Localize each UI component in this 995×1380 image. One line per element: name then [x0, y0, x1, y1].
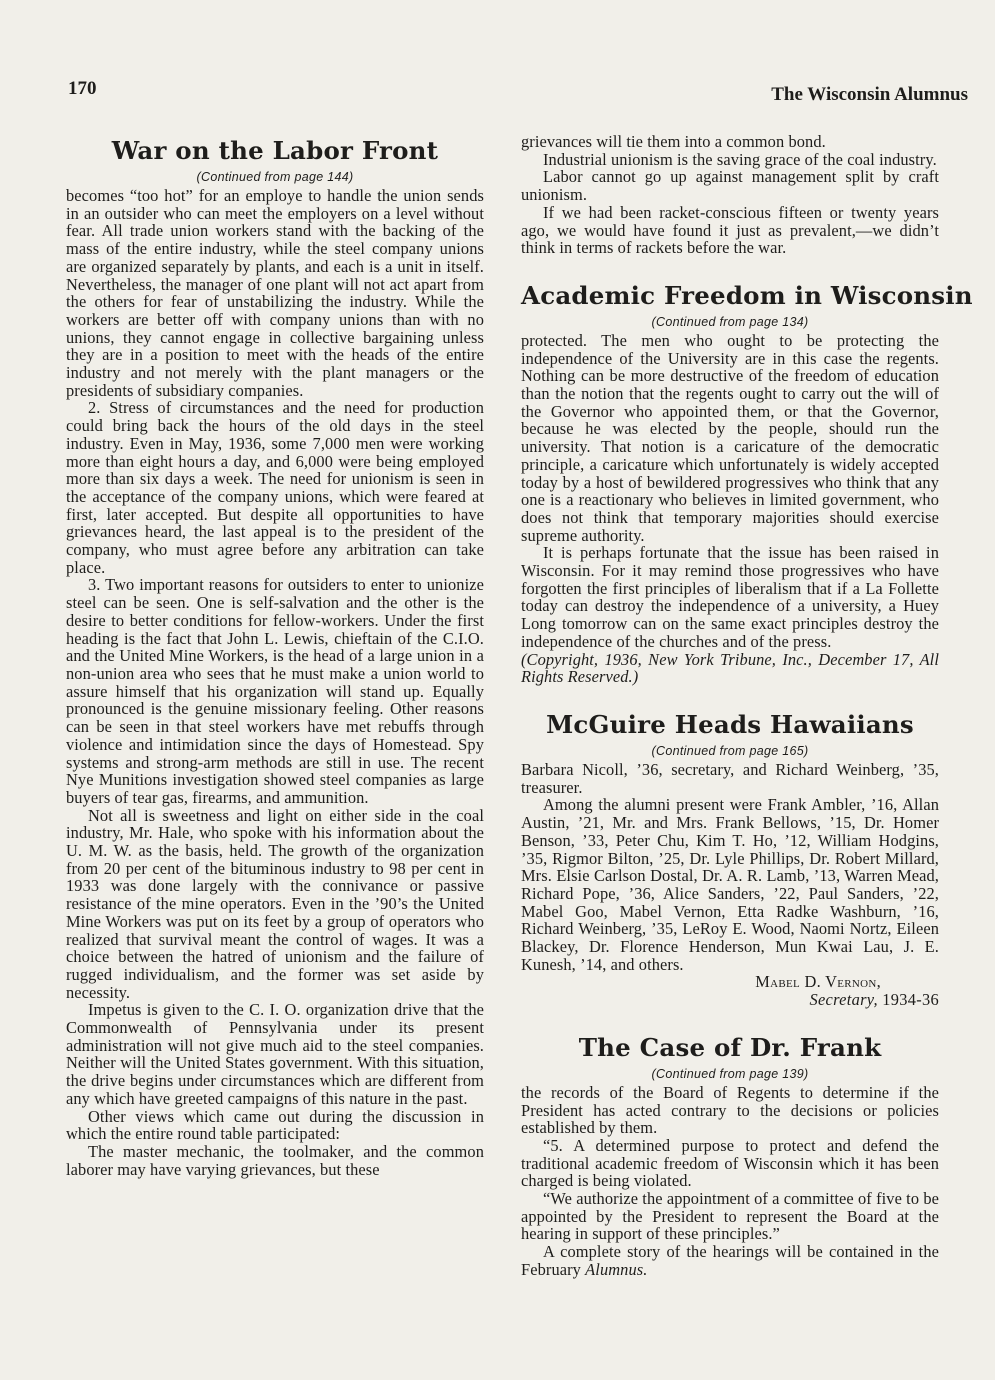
paragraph: Other views which came out during the discussion in which the entire round table participated: — [66, 1106, 484, 1144]
article-heading: McGuire Heads Hawaiians — [546, 709, 914, 739]
closing-paragraph — [521, 1243, 939, 1278]
article-heading: War on the Labor Front — [111, 136, 439, 165]
paragraph: Barbara Nicoll, ’36, secretary, and Richard Weinberg, ’35, treasurer. — [521, 759, 939, 797]
article-case-of-dr-frank — [521, 1031, 939, 1279]
labor-front-continuation — [521, 133, 939, 257]
page-number: 170 — [68, 78, 97, 99]
article-mcguire-hawaiians — [521, 708, 939, 1009]
paragraph: Not all is sweetness and light on either side in the coal industry, Mr. Hale, who spoke with his information about the U. M. W. as the basis, held. The growth of the organization from 20 per cent of the bituminous industry to 98 per cent in 1933 was done largely with the connivance or passive resistance of the mine operators. Even in the ’90’s the United Mine Workers was put on its feet by a group of operators who realized that survival meant the control of wages. It was a choice between the hatred of unionism and the failure of rugged individualism, and the former was set aside by necessity. — [66, 805, 484, 1002]
continued-note: (Continued from page 165) — [651, 743, 809, 758]
paragraph: If we had been racket-conscious fifteen or twenty years ago, we would have found it just as prevalent,—we didn’t think in terms of rackets before the war. — [521, 202, 939, 258]
continued-note: (Continued from page 139) — [651, 1066, 809, 1081]
article-academic-freedom — [521, 279, 973, 687]
right-column — [521, 132, 973, 1279]
running-head: The Wisconsin Alumnus — [771, 84, 968, 105]
paragraph: Labor cannot go up against management split by craft unionism. — [521, 167, 939, 205]
paragraph: Industrial unionism is the saving grace of the coal industry. — [543, 149, 937, 169]
signature-name: Mabel D. Vernon, — [755, 972, 881, 992]
paragraph: It is perhaps fortunate that the issue has been raised in Wisconsin. For it may remind those progressives who have forgotten the first principles of liberalism that if a La Follette today can destroy the independence of a university, a Huey Long tomorrow can on the same exact principles destroy the independence of the churches and of the press. — [521, 543, 939, 651]
paragraph: grievances will tie them into a common bond. — [521, 132, 826, 151]
paragraph: “We authorize the appointment of a committee of five to be appointed by the President to represent the Board at the hearing in support of these principles.” — [521, 1189, 939, 1244]
article-labor-front — [66, 134, 484, 1178]
closing-italic: Alumnus. — [585, 1259, 648, 1279]
paragraph: the records of the Board of Regents to determine if the President has acted contrary to the decisions or policies established by them. — [521, 1082, 939, 1138]
paragraph: protected. The men who ought to be protecting the independence of the University are in this case the regents. Nothing can be more destructive of the freedom of education than the notion that the regents ought to carry out the will of the Governor who appointed them, or that the Governor, because he was elected by the people, should run the university. That notion is a caricature of the democratic principle, a caricature which unfortunately is widely accepted today by a host of bewildered progressives who think that any one is a reactionary who believes in limited government, who does not think that temporary majorities should exercise supreme authority. — [521, 330, 939, 545]
article-heading: Academic Freedom in Wisconsin — [521, 280, 973, 310]
signature-title-text: Secretary, 1934-36 — [809, 990, 939, 1010]
paragraph: 3. Two important reasons for outsiders to enter to unionize steel can be seen. One is self-salvation and the other is the desire to better conditions for fellow-workers. Under the first heading is the fact that John L. Lewis, chieftain of the C.I.O. and the United Mine Workers, is the head of a large union in a non-union area who sees that he must make a union world to assure himself that his organization will stand up. Equally pronounced is the genuine missionary feeling. Other reasons can be seen in that steel workers have met rebuffs through violence and intimidation since the days of Homestead. Spy systems and strong-arm methods are still in use. The recent Nye Munitions investigation showed steel companies as large buyers of tear gas, firearms, and ammunition. — [66, 575, 484, 807]
paragraph: “5. A determined purpose to protect and defend the traditional academic freedom of Wisconsin which it has been charged is being violated. — [521, 1135, 939, 1191]
paragraph: Among the alumni present were Frank Ambler, ’16, Allan Austin, ’21, Mr. and Mrs. Frank Bellows, ’15, Dr. Homer Benson, ’33, Peter Chu, Kim T. Ho, ’12, William Hodgins, ’35, Rigmor Bilton, ’25, Dr. Lyle Phillips, Dr. Robert Millard, Mrs. Elsie Carlson Dostal, Dr. A. R. Lamb, ’13, Warren Mead, Richard Pope, ’36, Alice Sanders, ’22, Paul Sanders, ’22, Mabel Goo, Mabel Vernon, Etta Radke Washburn, ’16, Richard Weinberg, ’35, LeRoy E. Wood, Naomi Nortz, Eileen Blackey, Dr. Florence Henderson, Mun Kwai Lau, J. E. Kunesh, ’14, and others. — [521, 795, 939, 974]
left-column — [66, 134, 484, 1178]
article-heading: The Case of Dr. Frank — [578, 1032, 882, 1062]
paragraph: 2. Stress of circumstances and the need for production could bring back the hours of the old days in the steel industry. Even in May, 1936, some 7,000 men were working more than eight hours a day, and 6,000 were being employed more than six days a week. The need for unionism is seen in the acceptance of the company unions, which were feared at first, later accepted. But despite all opportunities to have grievances heard, the last appeal is to the president of the company, who must agree before any arbitration can take place. — [66, 398, 484, 577]
copyright-note: (Copyright, 1936, New York Tribune, Inc., December 17, All Rights Reserved.) — [521, 649, 939, 687]
paragraph: becomes “too hot” for an employe to handle the union sends in an outsider who can meet the employers on a level without fear. All trade union workers stand with the backing of the mass of the entire industry, while the steel company unions are organized separately by plants, and each is a unit in itself. Nevertheless, the manager of one plant will not act apart from the others for fear of unstabilizing the industry. While the workers are better off with company unions than with no unions, they cannot engage in collective bargaining unless they are in a position to meet with the heads of the entire industry and not merely with the plant managers or the presidents of subsidiary companies. — [66, 186, 484, 400]
continued-note: (Continued from page 134) — [651, 314, 809, 329]
continued-note: (Continued from page 144) — [196, 170, 354, 184]
paragraph: Impetus is given to the C. I. O. organization drive that the Commonwealth of Pennsylvania under its present administration will not give much aid to the steel companies. Neither will the United States government. With this situation, the drive begins under circumstances which are different from any which have greeted campaigns of this nature in the past. — [66, 1000, 484, 1108]
paragraph: The master mechanic, the toolmaker, and the common laborer may have varying grievances, but these — [66, 1141, 484, 1179]
signature-title — [521, 991, 939, 1009]
closing-text: A complete story of the hearings will be contained in the February — [521, 1242, 939, 1279]
